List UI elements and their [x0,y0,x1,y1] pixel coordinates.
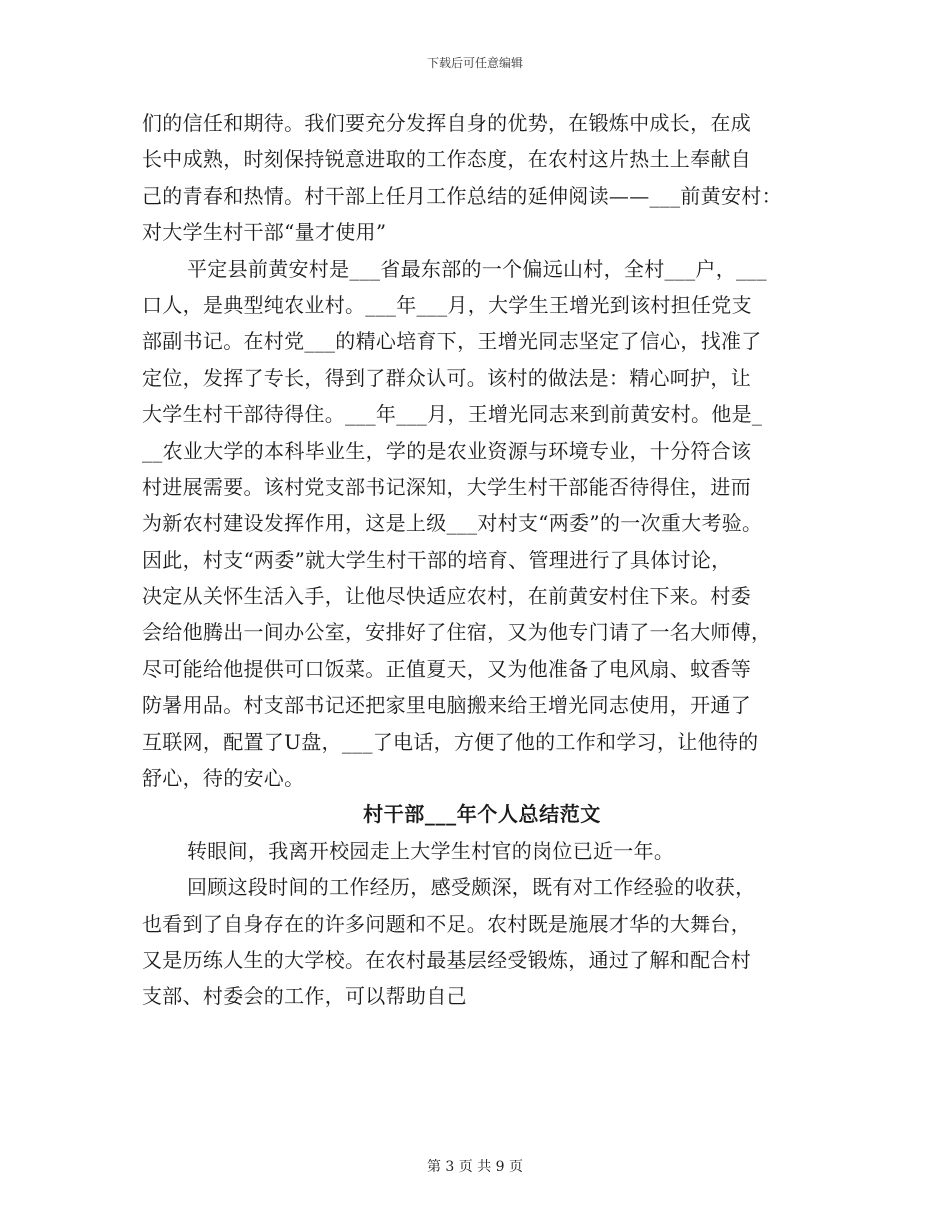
text-line: 因此，村支“两委”就大学生村干部的培育、管理进行了具体讨论， [142,547,732,572]
text-line: 大学生村干部待得住。___年___月，王增光同志来到前黄安村。他是_ [142,402,763,427]
text-line: 回顾这段时间的工作经历，感受颇深，既有对工作经验的收获， [187,875,756,900]
text-line: 支部、村委会的工作，可以帮助自己 [142,984,467,1009]
text-line: 舒心，待的安心。 [142,766,305,791]
text-line: 转眼间，我离开校园走上大学生村官的岗位已近一年。 [187,838,675,863]
page-footer: 第 3 页 共 9 页 [426,1159,524,1175]
text-line: 防暑用品。村支部书记还把家里电脑搬来给王增光同志使用，开通了 [142,693,751,718]
text-line: 村进展需要。该村党支部书记深知，大学生村干部能否待得住，进而 [142,474,751,499]
text-line: 己的青春和热情。村干部上任月工作总结的延伸阅读——___前黄安村： [142,183,782,208]
text-line: 会给他腾出一间办公室，安排好了住宿，又为他专门请了一名大师傅， [142,620,772,645]
text-line: 定位，发挥了专长，得到了群众认可。该村的做法是：精心呵护，让 [142,365,751,390]
text-line: 尽可能给他提供可口饭菜。正值夏天，又为他准备了电风扇、蚊香等 [142,656,751,681]
text-line: 口人，是典型纯农业村。___年___月，大学生王增光到该村担任党支 [142,292,752,317]
text-line: 为新农村建设发挥作用，这是上级___对村支“两委”的一次重大考验。 [142,511,763,536]
text-line: 平定县前黄安村是___省最东部的一个偏远山村，全村___户，___ [187,256,767,281]
text-line: 决定从关怀生活入手，让他尽快适应农村，在前黄安村住下来。村委 [142,584,751,609]
page-header: 下载后可任意编辑 [426,56,523,70]
text-line: 互联网，配置了U盘，___了电话，方便了他的工作和学习，让他待的 [142,729,759,754]
section-heading: 村干部___年个人总结范文 [363,802,601,827]
text-line: 们的信任和期待。我们要充分发挥自身的优势，在锻炼中成长，在成 [142,111,751,135]
text-line: 部副书记。在村党___的精心培育下，王增光同志坚定了信心，找准了 [142,329,762,354]
text-line: __农业大学的本科毕业生，学的是农业资源与环境专业，十分符合该 [142,438,752,463]
text-line: 又是历练人生的大学校。在农村最基层经受锻炼，通过了解和配合村 [142,947,751,972]
text-line: 长中成熟，时刻保持锐意进取的工作态度，在农村这片热土上奉献自 [142,147,751,172]
text-line: 也看到了自身存在的许多问题和不足。农村既是施展才华的大舞台， [142,911,751,936]
document-body [142,105,822,1015]
text-line: 对大学生村干部“量才使用” [142,220,387,245]
